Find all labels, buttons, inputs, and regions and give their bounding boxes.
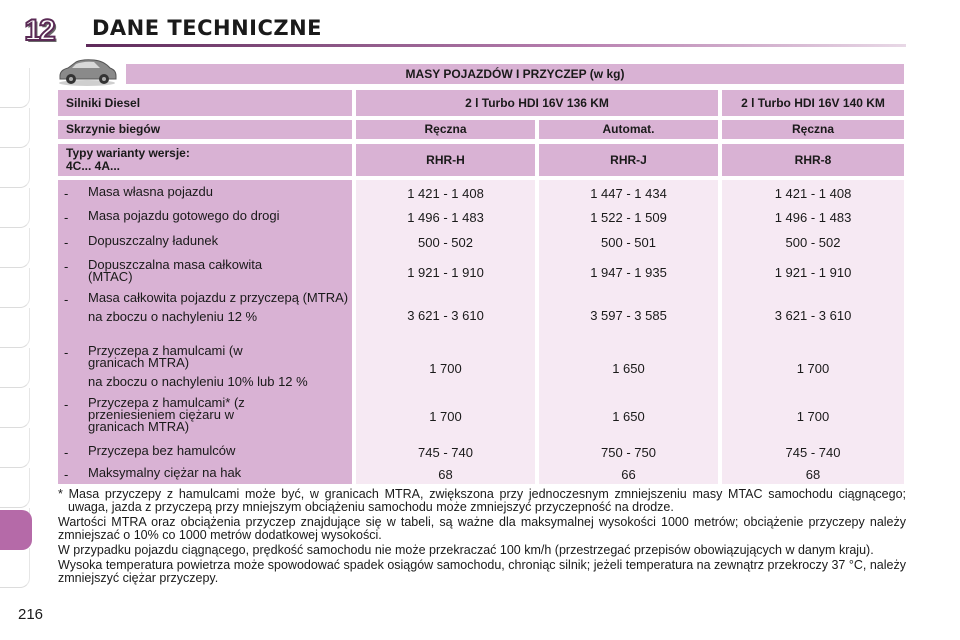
- active-chapter-tab[interactable]: [0, 510, 32, 550]
- row-value: 500 - 501: [601, 235, 656, 250]
- body-column-1: [356, 180, 535, 484]
- body-left-column: [58, 180, 352, 484]
- chapter-number-badge: 12: [24, 14, 54, 47]
- body-column-3: [722, 180, 904, 484]
- gearbox-3: Ręczna: [722, 120, 904, 139]
- page-number: 216: [18, 606, 44, 623]
- row-label: Dopuszczalna masa całkowita (MTAC): [88, 257, 263, 284]
- row-label: Masa pojazdu gotowego do drogi: [88, 208, 280, 223]
- row-sublabel: na zboczu o nachyleniu 12 %: [88, 309, 258, 324]
- row-value: 500 - 502: [418, 235, 473, 250]
- footnote: * Masa przyczepy z hamulcami może być, w granicach MTRA, zwiększona przy jednoczesnym zmniejszeniu masy MTAC samochodu ciągnącego; uwaga, jazda z przyczepą przy mniejszym obciążeniu samochodu może zmniejszyć przyczepność na drodze.: [58, 487, 906, 514]
- engine-label: Silniki Diesel: [58, 90, 352, 116]
- row-label: Przyczepa z hamulcami (w granicach MTRA): [88, 343, 243, 370]
- row-value: 1 522 - 1 509: [590, 210, 667, 225]
- row-value: 1 947 - 1 935: [590, 265, 667, 280]
- row-sublabel: na zboczu o nachyleniu 10% lub 12 %: [88, 374, 308, 389]
- row-value: 1 700: [429, 361, 462, 376]
- row-value: 68: [805, 467, 821, 482]
- type-1: RHR-H: [356, 144, 535, 176]
- gearbox-row: [58, 120, 904, 139]
- row-value: 1 650: [612, 361, 645, 376]
- row-value: 66: [621, 467, 636, 482]
- row-value: 1 700: [796, 361, 830, 376]
- section-title: MASY POJAZDÓW I PRZYCZEP (w kg): [126, 64, 904, 84]
- type-2: RHR-J: [539, 144, 718, 176]
- types-row: [58, 144, 904, 176]
- engine-row: [58, 90, 904, 116]
- row-value: 1 921 - 1 910: [407, 265, 484, 280]
- row-value: 1 447 - 1 434: [590, 186, 667, 201]
- row-label: Masa całkowita pojazdu z przyczepą (MTRA): [88, 290, 349, 305]
- engine-140: 2 l Turbo HDI 16V 140 KM: [722, 90, 904, 116]
- row-label: Maksymalny ciężar na hak: [88, 465, 242, 480]
- row-value: 3 621 - 3 610: [774, 308, 852, 323]
- note-paragraph: Wysoka temperatura powietrza może spowodować spadek osiągów samochodu, chroniąc silnik; jeżeli temperatura na zewnątrz przekroczy 37 °C, należy zmniejszyć ciężar przyczepy.: [58, 558, 906, 585]
- types-label-line1: Typy warianty wersje:: [66, 146, 190, 160]
- row-value: 500 - 502: [785, 235, 841, 250]
- row-value: 1 496 - 1 483: [774, 210, 852, 225]
- row-dash: -: [64, 186, 69, 201]
- row-value: 1 700: [429, 409, 462, 424]
- note-paragraph: Wartości MTRA oraz obciążenia przyczep znajdujące się w tabeli, są ważne dla maksymalnej wysokości 1000 metrów; obciążenie przyczepy należy zmniejszać o 10% co 1000 metrów dodatkowej wysokości.: [58, 515, 906, 542]
- row-value: 1 700: [796, 409, 830, 424]
- row-value: 1 421 - 1 408: [774, 186, 852, 201]
- row-label: Masa własna pojazdu: [88, 184, 214, 199]
- types-label-line2: 4C... 4A...: [66, 159, 121, 173]
- row-label: Przyczepa bez hamulców: [88, 443, 236, 458]
- note-paragraph: W przypadku pojazdu ciągnącego, prędkość samochodu nie może przekraczać 100 km/h (przestrzegać przepisów obowiązujących w danym kraju).: [58, 543, 874, 557]
- row-value: 1 496 - 1 483: [407, 210, 484, 225]
- row-value: 1 921 - 1 910: [774, 265, 852, 280]
- types-label: [58, 144, 352, 176]
- engine-136: 2 l Turbo HDI 16V 136 KM: [356, 90, 718, 116]
- row-value: 1 421 - 1 408: [407, 186, 484, 201]
- page-title: DANE TECHNICZNE: [92, 16, 323, 40]
- body-column-2: [539, 180, 718, 484]
- gearbox-1: Ręczna: [356, 120, 535, 139]
- row-value: 1 650: [612, 409, 645, 424]
- gearbox-label: Skrzynie biegów: [58, 120, 352, 139]
- title-rule: [86, 44, 906, 47]
- row-dash: -: [64, 235, 69, 250]
- notes: [58, 488, 906, 587]
- gearbox-2: Automat.: [539, 120, 718, 139]
- row-label: Przyczepa z hamulcami* (z przeniesieniem ciężaru w granicach MTRA): [88, 395, 245, 434]
- row-value: 3 597 - 3 585: [590, 308, 667, 323]
- row-value: 745 - 740: [785, 445, 841, 460]
- type-3: RHR-8: [722, 144, 904, 176]
- row-dash: -: [64, 445, 69, 460]
- row-dash: -: [64, 210, 69, 225]
- row-value: 68: [438, 467, 453, 482]
- row-dash: -: [64, 259, 69, 274]
- car-icon: [54, 56, 120, 86]
- row-value: 750 - 750: [601, 445, 656, 460]
- row-label: Dopuszczalny ładunek: [88, 233, 219, 248]
- row-dash: -: [64, 345, 69, 360]
- row-dash: -: [64, 467, 69, 482]
- row-dash: -: [64, 292, 69, 307]
- row-dash: -: [64, 397, 69, 412]
- body-background: [58, 180, 904, 484]
- row-value: 3 621 - 3 610: [407, 308, 484, 323]
- row-value: 745 - 740: [418, 445, 473, 460]
